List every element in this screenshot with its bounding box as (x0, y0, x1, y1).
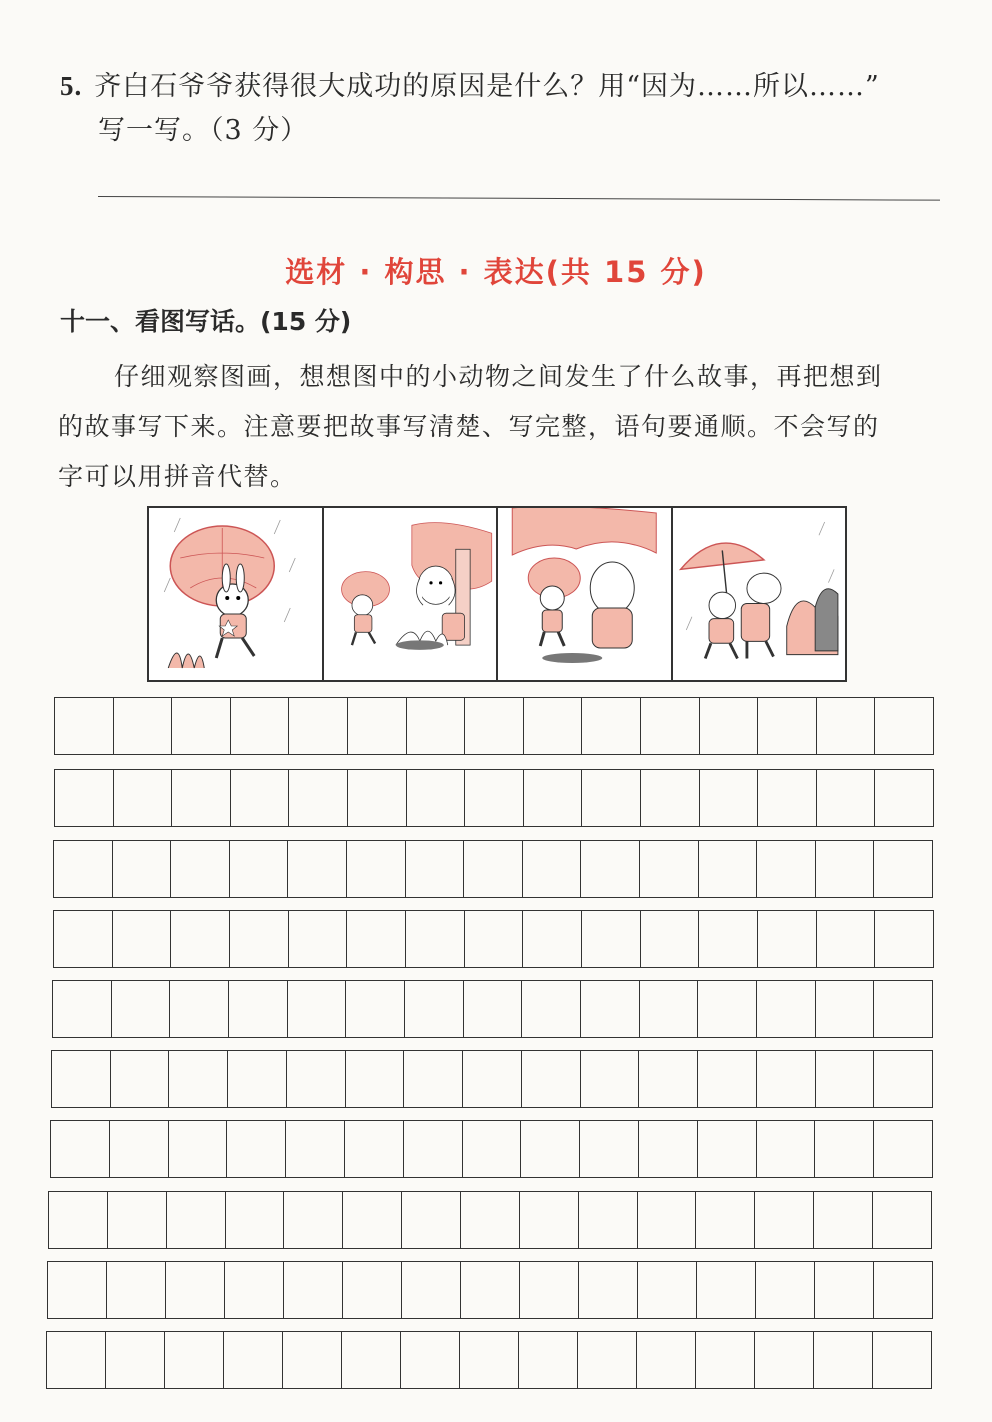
grid-cell[interactable] (170, 981, 229, 1037)
grid-cell[interactable] (405, 981, 464, 1037)
grid-cell[interactable] (578, 1332, 637, 1388)
grid-cell[interactable] (51, 1121, 110, 1177)
grid-cell[interactable] (816, 981, 875, 1037)
answer-line[interactable] (98, 196, 940, 201)
grid-cell[interactable] (169, 1051, 228, 1107)
grid-cell[interactable] (53, 981, 112, 1037)
grid-cell[interactable] (757, 1121, 816, 1177)
instructions (58, 352, 942, 502)
grid-cell[interactable] (52, 1051, 111, 1107)
grid-cell[interactable] (580, 1121, 639, 1177)
grid-cell[interactable] (231, 698, 290, 754)
grid-cell[interactable] (55, 770, 114, 826)
grid-cell[interactable] (231, 770, 290, 826)
grid-cell[interactable] (524, 770, 583, 826)
grid-cell[interactable] (814, 1332, 873, 1388)
picture-panel-2 (324, 508, 499, 680)
grid-cell[interactable] (875, 698, 933, 754)
grid-cell[interactable] (579, 1262, 638, 1318)
instructions-line1: 仔细观察图画，想想图中的小动物之间发生了什么故事，再把想到 (114, 362, 883, 391)
grid-cell[interactable] (521, 1121, 580, 1177)
grid-cell[interactable] (404, 1051, 463, 1107)
grid-cell[interactable] (699, 911, 758, 967)
grid-cell[interactable] (465, 911, 524, 967)
rabbit-helps-dog-illustration (498, 508, 671, 680)
grid-cell[interactable] (874, 981, 932, 1037)
grid-cell[interactable] (171, 841, 230, 897)
grid-cell[interactable] (815, 1262, 874, 1318)
grid-cell[interactable] (402, 1262, 461, 1318)
grid-cell[interactable] (638, 1262, 697, 1318)
grid-cell[interactable] (229, 981, 288, 1037)
instructions-line2: 的故事写下来。注意要把故事写清楚、写完整，语句要通顺。不会写的 (58, 412, 880, 441)
grid-cell[interactable] (817, 698, 876, 754)
grid-cell[interactable] (757, 841, 816, 897)
grid-cell[interactable] (172, 770, 231, 826)
grid-cell[interactable] (641, 770, 700, 826)
grid-cell[interactable] (814, 1192, 873, 1248)
task-title: 十一、看图写话。(15 分) (60, 307, 352, 336)
grid-cell[interactable] (758, 911, 817, 967)
grid-cell[interactable] (464, 981, 523, 1037)
grid-cell[interactable] (286, 1121, 345, 1177)
grid-cell[interactable] (579, 1192, 638, 1248)
grid-cell[interactable] (106, 1332, 165, 1388)
grid-cell[interactable] (817, 770, 876, 826)
grid-cell[interactable] (289, 911, 348, 967)
grid-cell[interactable] (874, 1121, 932, 1177)
grid-row (51, 1050, 933, 1108)
grid-cell[interactable] (228, 1051, 287, 1107)
grid-cell[interactable] (641, 911, 700, 967)
grid-cell[interactable] (113, 841, 172, 897)
picture-strip (147, 506, 847, 682)
grid-cell[interactable] (520, 1262, 579, 1318)
grid-cell[interactable] (48, 1262, 107, 1318)
grid-cell[interactable] (698, 1051, 757, 1107)
grid-cell[interactable] (700, 698, 759, 754)
grid-cell[interactable] (347, 841, 406, 897)
grid-cell[interactable] (699, 841, 758, 897)
grid-cell[interactable] (112, 981, 171, 1037)
grid-cell[interactable] (581, 1051, 640, 1107)
grid-row (53, 840, 933, 898)
grid-cell[interactable] (402, 1192, 461, 1248)
grid-cell[interactable] (523, 911, 582, 967)
grid-cell[interactable] (461, 1262, 520, 1318)
grid-cell[interactable] (108, 1192, 167, 1248)
grid-cell[interactable] (640, 841, 699, 897)
grid-cell[interactable] (637, 1332, 696, 1388)
grid-cell[interactable] (875, 770, 933, 826)
grid-cell[interactable] (110, 1121, 169, 1177)
grid-cell[interactable] (284, 1262, 343, 1318)
grid-cell[interactable] (345, 1121, 404, 1177)
rabbit-with-leaf-umbrella-illustration (149, 508, 322, 680)
grid-cell[interactable] (524, 698, 583, 754)
grid-cell[interactable] (758, 770, 817, 826)
grid-cell[interactable] (348, 770, 407, 826)
question-5 (60, 64, 950, 153)
grid-cell[interactable] (230, 841, 289, 897)
grid-cell[interactable] (638, 1192, 697, 1248)
grid-cell[interactable] (465, 698, 524, 754)
grid-cell[interactable] (520, 1192, 579, 1248)
grid-cell[interactable] (460, 1332, 519, 1388)
rabbit-meets-dog-illustration (324, 508, 497, 680)
grid-cell[interactable] (582, 770, 641, 826)
grid-cell[interactable] (582, 911, 641, 967)
grid-cell[interactable] (464, 841, 523, 897)
grid-cell[interactable] (696, 1192, 755, 1248)
grid-cell[interactable] (404, 1121, 463, 1177)
grid-cell[interactable] (407, 770, 466, 826)
grid-cell[interactable] (874, 1262, 932, 1318)
grid-cell[interactable] (463, 1121, 522, 1177)
grid-row (52, 980, 933, 1038)
grid-cell[interactable] (167, 1192, 226, 1248)
grid-cell[interactable] (519, 1332, 578, 1388)
grid-cell[interactable] (346, 981, 405, 1037)
grid-cell[interactable] (288, 981, 347, 1037)
grid-cell[interactable] (111, 1051, 170, 1107)
grid-cell[interactable] (582, 698, 641, 754)
grid-cell[interactable] (54, 911, 113, 967)
grid-cell[interactable] (107, 1262, 166, 1318)
grid-cell[interactable] (874, 1051, 932, 1107)
grid-row (54, 769, 934, 827)
grid-cell[interactable] (287, 1051, 346, 1107)
picture-panel-4 (673, 508, 846, 680)
question-5-line1 (60, 64, 950, 109)
instructions-line3: 字可以用拼音代替。 (58, 462, 297, 491)
grid-cell[interactable] (640, 981, 699, 1037)
grid-cell[interactable] (225, 1262, 284, 1318)
grid-cell[interactable] (288, 841, 347, 897)
grid-cell[interactable] (226, 1192, 285, 1248)
grid-cell[interactable] (639, 1121, 698, 1177)
grid-cell[interactable] (113, 911, 172, 967)
grid-cell[interactable] (347, 911, 406, 967)
grid-cell[interactable] (171, 911, 230, 967)
question-5-text: 齐白石爷爷获得很大成功的原因是什么？用“因为……所以……” (94, 71, 880, 102)
grid-cell[interactable] (698, 981, 757, 1037)
grid-cell[interactable] (169, 1121, 228, 1177)
question-5-line2: 写一写。（3 分） (98, 115, 309, 146)
grid-cell[interactable] (406, 911, 465, 967)
grid-cell[interactable] (401, 1332, 460, 1388)
grid-cell[interactable] (230, 911, 289, 967)
grid-cell[interactable] (755, 1192, 814, 1248)
grid-cell[interactable] (289, 698, 348, 754)
grid-cell[interactable] (283, 1332, 342, 1388)
grid-row (46, 1331, 932, 1389)
picture-panel-3 (498, 508, 673, 680)
grid-cell[interactable] (698, 1121, 757, 1177)
grid-row (50, 1120, 933, 1178)
rabbit-dog-share-umbrella-illustration (673, 508, 846, 680)
grid-cell[interactable] (166, 1262, 225, 1318)
grid-row (47, 1261, 933, 1319)
grid-cell[interactable] (581, 841, 640, 897)
grid-cell[interactable] (758, 698, 817, 754)
grid-cell[interactable] (522, 1051, 581, 1107)
grid-row (54, 697, 934, 755)
grid-cell[interactable] (581, 981, 640, 1037)
grid-cell[interactable] (522, 981, 581, 1037)
grid-cell[interactable] (697, 1262, 756, 1318)
grid-cell[interactable] (873, 1332, 931, 1388)
grid-cell[interactable] (523, 841, 582, 897)
section-title: 选材 · 构思 · 表达(共 15 分) (285, 255, 707, 289)
grid-cell[interactable] (696, 1332, 755, 1388)
grid-cell[interactable] (343, 1192, 402, 1248)
grid-cell[interactable] (755, 1332, 814, 1388)
grid-cell[interactable] (165, 1332, 224, 1388)
grid-cell[interactable] (816, 841, 875, 897)
grid-cell[interactable] (461, 1192, 520, 1248)
grid-cell[interactable] (224, 1332, 283, 1388)
grid-cell[interactable] (343, 1262, 402, 1318)
grid-cell[interactable] (757, 1051, 816, 1107)
grid-cell[interactable] (342, 1332, 401, 1388)
grid-cell[interactable] (816, 1051, 875, 1107)
grid-row (48, 1191, 932, 1249)
grid-cell[interactable] (817, 911, 876, 967)
grid-cell[interactable] (463, 1051, 522, 1107)
grid-cell[interactable] (639, 1051, 698, 1107)
grid-cell[interactable] (348, 698, 407, 754)
grid-cell[interactable] (700, 770, 759, 826)
grid-cell[interactable] (815, 1121, 874, 1177)
grid-cell[interactable] (289, 770, 348, 826)
grid-cell[interactable] (756, 1262, 815, 1318)
grid-cell[interactable] (54, 841, 113, 897)
grid-cell[interactable] (757, 981, 816, 1037)
grid-cell[interactable] (49, 1192, 108, 1248)
grid-cell[interactable] (465, 770, 524, 826)
grid-cell[interactable] (114, 770, 173, 826)
grid-cell[interactable] (47, 1332, 106, 1388)
grid-cell[interactable] (641, 698, 700, 754)
grid-cell[interactable] (407, 698, 466, 754)
grid-cell[interactable] (873, 1192, 931, 1248)
grid-row (53, 910, 934, 968)
grid-cell[interactable] (346, 1051, 405, 1107)
grid-cell[interactable] (874, 841, 932, 897)
grid-cell[interactable] (406, 841, 465, 897)
grid-cell[interactable] (114, 698, 173, 754)
grid-cell[interactable] (55, 698, 114, 754)
grid-cell[interactable] (172, 698, 231, 754)
grid-cell[interactable] (875, 911, 933, 967)
picture-panel-1 (149, 508, 324, 680)
grid-cell[interactable] (284, 1192, 343, 1248)
grid-cell[interactable] (227, 1121, 286, 1177)
question-number: 5. (60, 71, 83, 101)
